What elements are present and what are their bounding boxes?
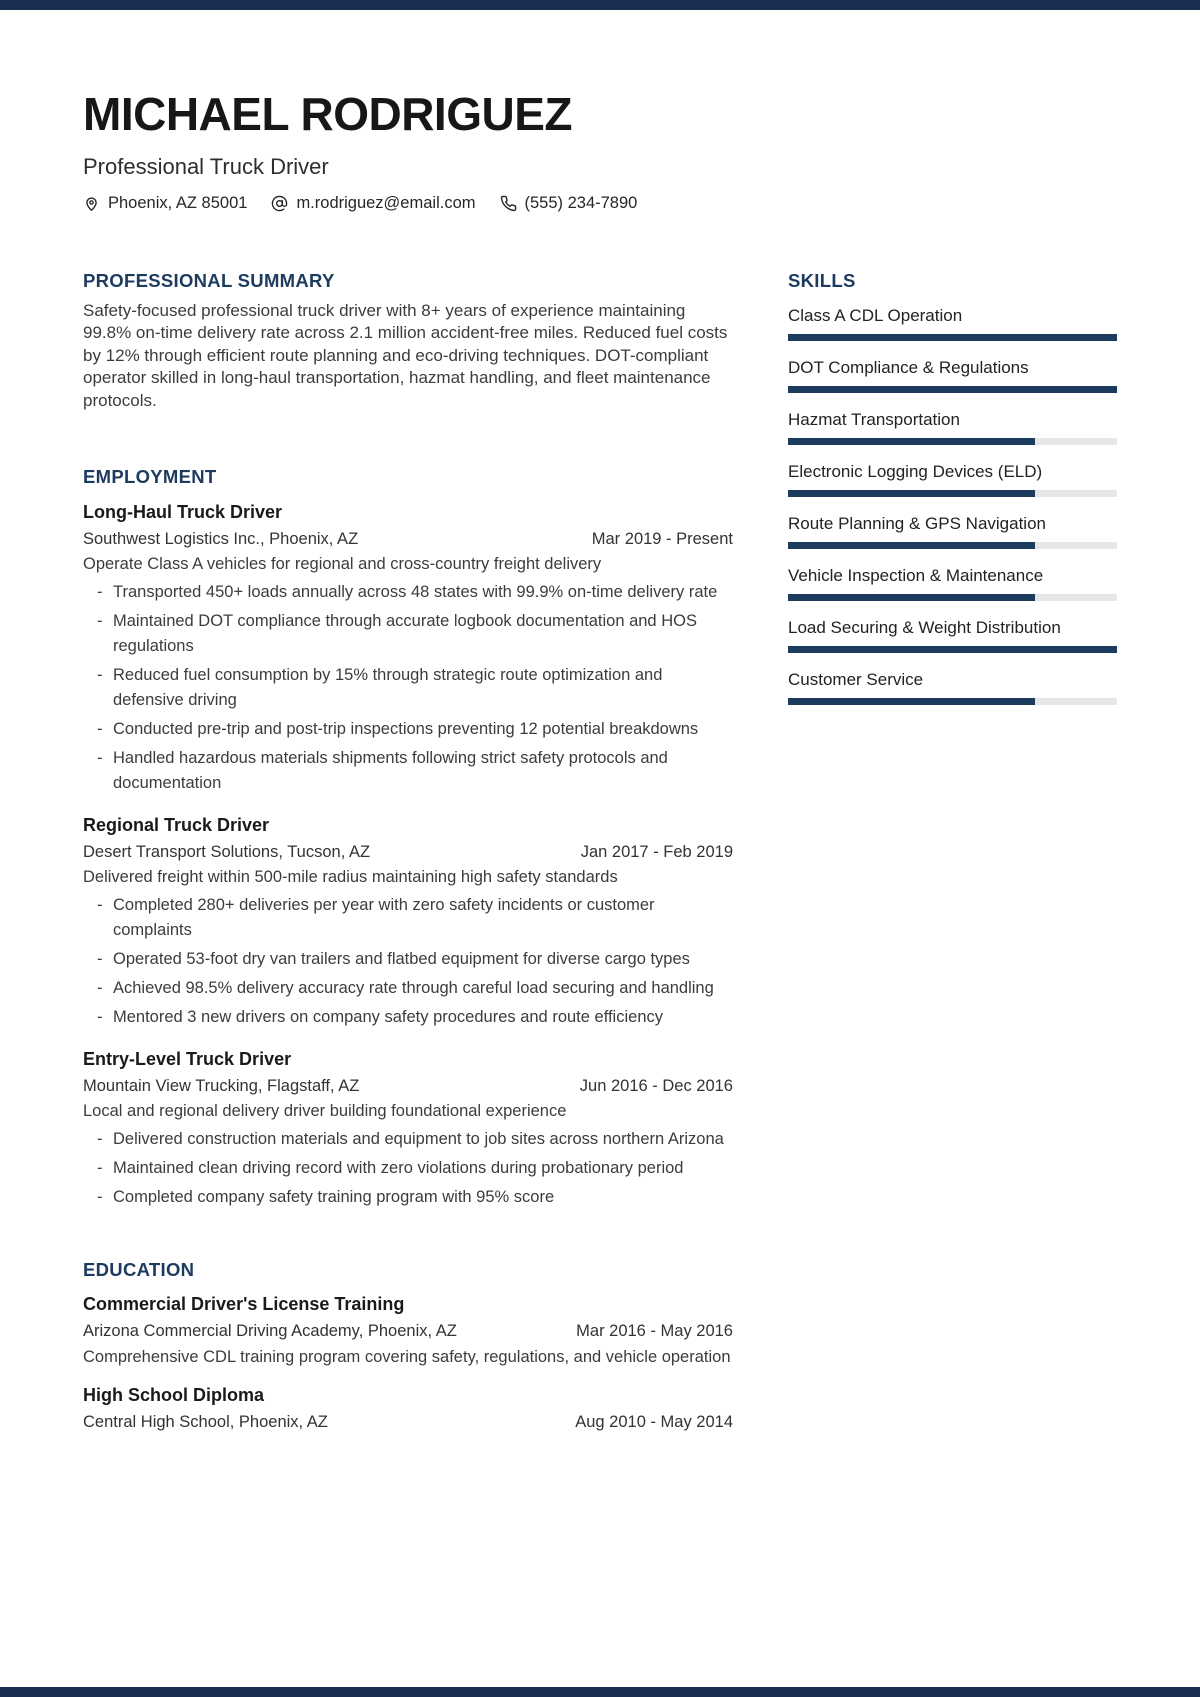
resume-header xyxy=(0,0,1200,213)
at-sign-icon xyxy=(271,195,288,212)
phone-icon xyxy=(500,195,517,212)
skill-bar-track xyxy=(788,698,1117,705)
skill-item xyxy=(788,566,1117,601)
job-bullet: - Maintained clean driving record with zero violations during probationary period xyxy=(83,1156,733,1181)
job-title: Long-Haul Truck Driver xyxy=(83,502,283,523)
job-entry xyxy=(83,501,733,796)
skill-bar-fill xyxy=(788,386,1117,393)
skill-bar-fill xyxy=(788,542,1035,549)
skill-item xyxy=(788,306,1117,341)
job-bullet: - Maintained DOT compliance through accurate logbook documentation and HOS regulations xyxy=(83,609,733,659)
skill-bar-fill xyxy=(788,698,1035,705)
education-heading: EDUCATION xyxy=(83,1259,195,1281)
skill-bar-track xyxy=(788,438,1117,445)
job-title: Regional Truck Driver xyxy=(83,815,270,836)
candidate-name: MICHAEL RODRIGUEZ xyxy=(83,88,572,140)
skill-item xyxy=(788,618,1117,653)
job-entry xyxy=(83,1048,733,1210)
job-meta xyxy=(83,841,733,863)
contact-email-text: m.rodriguez@email.com xyxy=(296,194,476,212)
job-meta xyxy=(83,528,733,550)
contact-location-text: Phoenix, AZ 85001 xyxy=(108,194,248,212)
skill-bar-track xyxy=(788,386,1117,393)
skill-item xyxy=(788,358,1117,393)
education-title: High School Diploma xyxy=(83,1385,265,1406)
skill-bar-track xyxy=(788,542,1117,549)
skill-label: Load Securing & Weight Distribution xyxy=(788,618,1061,637)
job-title: Entry-Level Truck Driver xyxy=(83,1049,292,1070)
job-bullets xyxy=(83,580,733,796)
content-columns xyxy=(0,271,1200,1433)
job-bullet: - Handled hazardous materials shipments following strict safety protocols and documentation xyxy=(83,746,733,796)
skill-label: Vehicle Inspection & Maintenance xyxy=(788,566,1044,585)
employment-heading: EMPLOYMENT xyxy=(83,466,217,488)
job-bullets xyxy=(83,893,733,1030)
skill-label: DOT Compliance & Regulations xyxy=(788,358,1029,377)
education-dates: Mar 2016 - May 2016 xyxy=(576,1322,733,1341)
skill-item xyxy=(788,670,1117,705)
job-bullet: - Delivered construction materials and equipment to job sites across northern Arizona xyxy=(83,1127,733,1152)
education-school: Arizona Commercial Driving Academy, Phoenix, AZ xyxy=(83,1322,457,1341)
job-description: Local and regional delivery driver building foundational experience xyxy=(83,1102,567,1121)
skill-item xyxy=(788,514,1117,549)
job-meta xyxy=(83,1075,733,1097)
education-meta xyxy=(83,1411,733,1433)
job-bullets xyxy=(83,1127,733,1210)
skill-label: Electronic Logging Devices (ELD) xyxy=(788,462,1043,481)
job-entry xyxy=(83,814,733,1030)
job-dates: Jan 2017 - Feb 2019 xyxy=(580,843,733,862)
contact-email xyxy=(271,194,475,213)
education-dates: Aug 2010 - May 2014 xyxy=(575,1413,733,1432)
skill-bar-track xyxy=(788,490,1117,497)
skill-bar-fill xyxy=(788,438,1035,445)
main-column xyxy=(83,271,733,1433)
job-description: Operate Class A vehicles for regional and cross-country freight delivery xyxy=(83,555,602,574)
job-company: Mountain View Trucking, Flagstaff, AZ xyxy=(83,1077,360,1096)
job-bullet: - Mentored 3 new drivers on company safety procedures and route efficiency xyxy=(83,1005,733,1030)
top-accent-bar xyxy=(0,0,1200,10)
skill-item xyxy=(788,462,1117,497)
job-company: Southwest Logistics Inc., Phoenix, AZ xyxy=(83,530,359,549)
contact-phone xyxy=(500,194,638,213)
job-bullet: - Completed 280+ deliveries per year with zero safety incidents or customer complaints xyxy=(83,893,733,943)
education-title: Commercial Driver's License Training xyxy=(83,1294,405,1315)
job-bullet: - Conducted pre-trip and post-trip inspections preventing 12 potential breakdowns xyxy=(83,717,733,742)
job-company: Desert Transport Solutions, Tucson, AZ xyxy=(83,843,371,862)
contact-location xyxy=(83,194,247,213)
education-meta xyxy=(83,1320,733,1342)
skill-label: Route Planning & GPS Navigation xyxy=(788,514,1046,533)
education-description: Comprehensive CDL training program covering safety, regulations, and vehicle operation xyxy=(83,1348,731,1367)
skill-bar-track xyxy=(788,646,1117,653)
job-bullet: - Transported 450+ loads annually across 48 states with 99.9% on-time delivery rate xyxy=(83,580,733,605)
job-bullet: - Operated 53-foot dry van trailers and flatbed equipment for diverse cargo types xyxy=(83,947,733,972)
skill-bar-fill xyxy=(788,490,1035,497)
skill-bar-track xyxy=(788,594,1117,601)
contact-phone-text: (555) 234-7890 xyxy=(524,194,638,212)
section-professional-summary xyxy=(83,271,733,412)
skill-label: Hazmat Transportation xyxy=(788,410,960,429)
skill-label: Class A CDL Operation xyxy=(788,306,963,325)
summary-text: Safety-focused professional truck driver with 8+ years of experience maintaining 99.8% on-time delivery rate across 2.1 million accident-free miles. Reduced fuel costs by 12% through efficient route planning and eco-driving techniques. DOT-compliant operator skilled in long-haul transportation, hazmat handling, and fleet maintenance protocols. xyxy=(83,301,728,410)
jobs-list xyxy=(83,501,733,1210)
candidate-role: Professional Truck Driver xyxy=(83,154,329,179)
skill-label: Customer Service xyxy=(788,670,924,689)
job-dates: Jun 2016 - Dec 2016 xyxy=(579,1077,733,1096)
section-education xyxy=(83,1260,733,1433)
education-school: Central High School, Phoenix, AZ xyxy=(83,1413,328,1432)
job-bullet: - Completed company safety training program with 95% score xyxy=(83,1185,733,1210)
skill-bar-fill xyxy=(788,334,1117,341)
education-entry xyxy=(83,1384,733,1433)
job-dates: Mar 2019 - Present xyxy=(591,530,733,549)
education-entry xyxy=(83,1293,733,1368)
map-pin-icon xyxy=(83,195,100,212)
skills-heading: SKILLS xyxy=(788,270,856,291)
contact-row xyxy=(83,194,1117,213)
job-description: Delivered freight within 500-mile radius maintaining high safety standards xyxy=(83,868,618,887)
skill-bar-fill xyxy=(788,594,1035,601)
skill-bar-track xyxy=(788,334,1117,341)
skills-column xyxy=(788,271,1117,1433)
job-bullet: - Reduced fuel consumption by 15% through strategic route optimization and defensive driving xyxy=(83,663,733,713)
skills-list xyxy=(788,306,1117,705)
education-list xyxy=(83,1293,733,1433)
skill-item xyxy=(788,410,1117,445)
section-employment xyxy=(83,467,733,1210)
job-bullet: - Achieved 98.5% delivery accuracy rate through careful load securing and handling xyxy=(83,976,733,1001)
bottom-accent-bar xyxy=(0,1687,1200,1697)
skill-bar-fill xyxy=(788,646,1117,653)
summary-heading: PROFESSIONAL SUMMARY xyxy=(83,270,335,291)
